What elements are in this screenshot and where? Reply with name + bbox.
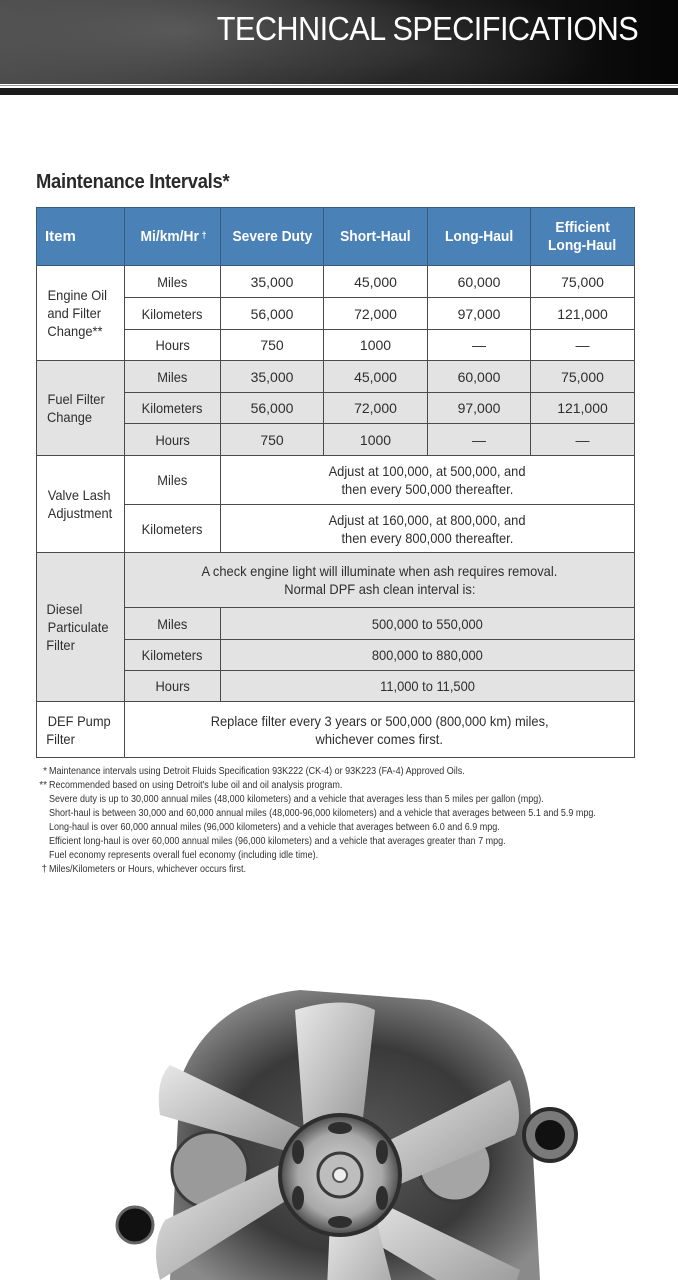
table-row xyxy=(37,505,635,553)
value-cell: — xyxy=(428,424,531,456)
dpf-note-cell: A check engine light will illuminate when ash requires removal. Normal DPF ash clean interval is: xyxy=(125,553,635,608)
value-cell: — xyxy=(531,424,635,456)
unit-cell: Hours xyxy=(125,330,221,361)
footnote: Severe duty is up to 30,000 annual miles (48,000 kilometers) and a vehicle that averages less than 5 miles per gallon (mpg). xyxy=(49,794,544,805)
table-row xyxy=(37,424,635,456)
table-row xyxy=(37,361,635,393)
unit-cell: Kilometers xyxy=(125,298,221,330)
value-cell: 800,000 to 880,000 xyxy=(221,640,635,671)
value-cell: Replace filter every 3 years or 500,000 (800,000 km) miles, whichever comes first. xyxy=(125,702,635,758)
unit-cell: Miles xyxy=(125,266,221,298)
table-row xyxy=(37,553,635,608)
value-cell: 56,000 xyxy=(221,393,324,424)
table-row xyxy=(37,671,635,702)
unit-cell: Miles xyxy=(125,361,221,393)
value-cell: Adjust at 160,000, at 800,000, and then every 800,000 thereafter. xyxy=(221,505,635,553)
value-cell: 45,000 xyxy=(324,361,428,393)
footnote: ** Recommended based on using Detroit's lube oil and oil analysis program. xyxy=(36,779,676,793)
column-header-unit: Mi/km/Hr † xyxy=(125,208,221,266)
footnote-mark: ** xyxy=(39,780,47,791)
value-cell: 35,000 xyxy=(221,266,324,298)
row-label-dpf: Diesel Particulate Filter xyxy=(37,553,125,702)
table-row xyxy=(37,393,635,424)
column-header-severe-duty: Severe Duty xyxy=(221,208,324,266)
value-cell: 45,000 xyxy=(324,266,428,298)
footnotes xyxy=(36,765,676,877)
page-title: TECHNICAL SPECIFICATIONS xyxy=(216,10,638,47)
footnote: Fuel economy represents overall fuel economy (including idle time). xyxy=(49,850,319,861)
value-cell: 11,000 to 11,500 xyxy=(221,671,635,702)
banner-divider-black xyxy=(0,88,678,95)
table-row xyxy=(37,702,635,758)
column-header-long-haul: Long-Haul xyxy=(428,208,531,266)
unit-cell: Hours xyxy=(125,424,221,456)
table-row xyxy=(37,298,635,330)
footnote-mark: † xyxy=(41,864,47,875)
unit-cell: Miles xyxy=(125,456,221,505)
value-cell: 56,000 xyxy=(221,298,324,330)
value-cell: — xyxy=(531,330,635,361)
value-cell: 75,000 xyxy=(531,361,635,393)
dagger-mark: † xyxy=(201,229,207,240)
row-label-engine-oil: Engine Oil and Filter Change** xyxy=(37,266,125,361)
footnote: Efficient long-haul is over 60,000 annual miles (96,000 kilometers) and a vehicle that averages greater than 7 mpg. xyxy=(49,836,506,847)
unit-cell: Kilometers xyxy=(125,505,221,553)
table-header-row xyxy=(37,208,635,266)
engine-fan-image xyxy=(100,930,600,1280)
maintenance-intervals-table xyxy=(36,207,635,758)
value-cell: 35,000 xyxy=(221,361,324,393)
value-cell: 75,000 xyxy=(531,266,635,298)
value-cell: 97,000 xyxy=(428,298,531,330)
value-cell: 750 xyxy=(221,424,324,456)
unit-cell: Hours xyxy=(125,671,221,702)
value-cell: 750 xyxy=(221,330,324,361)
table-row xyxy=(37,640,635,671)
table-row xyxy=(37,330,635,361)
value-cell: — xyxy=(428,330,531,361)
footnote: Short-haul is between 30,000 and 60,000 annual miles (48,000-96,000 kilometers) and a vehicle that averages between 5.1 and 5.9 mpg. xyxy=(49,808,596,819)
value-cell: 1000 xyxy=(324,424,428,456)
value-cell: 121,000 xyxy=(531,298,635,330)
footnote: * Maintenance intervals using Detroit Fluids Specification 93K222 (CK-4) or 93K223 (FA-4) Approved Oils. xyxy=(36,765,676,779)
column-header-efficient-long-haul: Efficient Long-Haul xyxy=(531,208,635,266)
section-title: Maintenance Intervals* xyxy=(36,171,230,193)
row-label-def-pump: DEF Pump Filter xyxy=(37,702,125,758)
value-cell: 121,000 xyxy=(531,393,635,424)
table-row xyxy=(37,608,635,640)
value-cell: 60,000 xyxy=(428,266,531,298)
value-cell: 1000 xyxy=(324,330,428,361)
value-cell: 97,000 xyxy=(428,393,531,424)
header-banner xyxy=(0,0,678,84)
unit-cell: Kilometers xyxy=(125,640,221,671)
value-cell: 60,000 xyxy=(428,361,531,393)
footnote-mark: * xyxy=(43,766,47,777)
value-cell: 500,000 to 550,000 xyxy=(221,608,635,640)
column-header-item: Item xyxy=(37,208,125,266)
row-label-fuel-filter: Fuel Filter Change xyxy=(37,361,125,456)
banner-divider-gray xyxy=(0,85,678,86)
left-pipe xyxy=(117,1207,153,1243)
value-cell: Adjust at 100,000, at 500,000, and then every 500,000 thereafter. xyxy=(221,456,635,505)
footnote: Long-haul is over 60,000 annual miles (96,000 kilometers) and a vehicle that averages between 6.0 and 6.9 mpg. xyxy=(49,822,500,833)
table-row xyxy=(37,266,635,298)
footnote: † Miles/Kilometers or Hours, whichever occurs first. xyxy=(36,863,676,877)
value-cell: 72,000 xyxy=(324,393,428,424)
value-cell: 72,000 xyxy=(324,298,428,330)
row-label-valve-lash: Valve Lash Adjustment xyxy=(37,456,125,553)
unit-cell: Kilometers xyxy=(125,393,221,424)
unit-cell: Miles xyxy=(125,608,221,640)
column-header-short-haul: Short-Haul xyxy=(324,208,428,266)
table-row xyxy=(37,456,635,505)
